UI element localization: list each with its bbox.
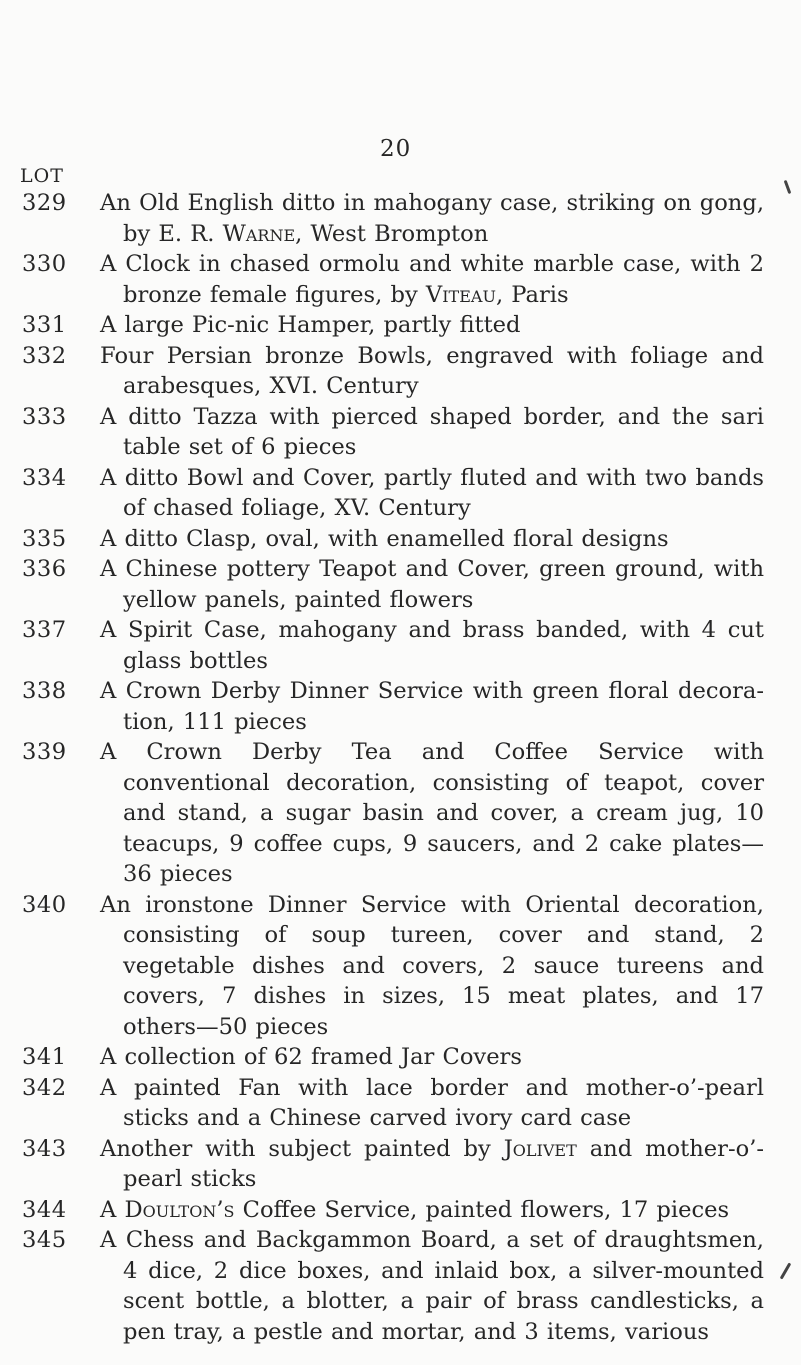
lot-description	[100, 676, 764, 737]
lot-entry	[0, 341, 801, 402]
lot-maker-name: Viteau	[425, 281, 496, 308]
lot-description	[100, 890, 764, 1043]
lot-number: 345	[22, 1227, 67, 1253]
lot-description-text: A Crown Derby Tea and Coffee Service with conventional decoration, consisting of teapot, cover and stand, a sugar basin and cover, a cream jug, 10 teacups, 9 coffee cups, 9 saucers, and 2 cake plates—36 pieces	[100, 739, 764, 887]
lot-number: 340	[22, 891, 67, 918]
lot-entry	[0, 676, 801, 737]
lot-description-text: A large Pic-nic Hamper, partly fitted	[100, 312, 521, 338]
lot-entry	[0, 463, 801, 524]
lot-description-text: Another with subject painted by	[100, 1135, 504, 1162]
lot-description-text: A ditto Tazza with pierced shaped border, and the sari table set of 6 pieces	[100, 403, 764, 460]
lot-description	[100, 402, 764, 463]
lot-description	[100, 249, 764, 310]
lot-description	[100, 1195, 764, 1226]
lot-entry	[0, 1073, 801, 1134]
lot-description	[100, 737, 764, 890]
lot-number: 338	[22, 678, 67, 704]
lot-description	[100, 341, 764, 402]
lot-description	[100, 615, 764, 676]
lot-description-text: A Chinese pottery Teapot and Cover, green ground, with yellow panels, painted flowers	[100, 556, 764, 613]
lot-description-text: A collection of 62 framed Jar Covers	[100, 1044, 522, 1070]
lot-number: 337	[22, 617, 67, 643]
lot-description	[100, 310, 764, 341]
lot-maker-name: E. R. Warne	[158, 220, 296, 247]
lot-description	[100, 1042, 764, 1073]
lot-number: 336	[22, 556, 67, 582]
lot-number: 342	[22, 1074, 67, 1101]
lot-description	[100, 1073, 764, 1134]
lot-entry	[0, 554, 801, 615]
lot-list	[0, 188, 801, 1347]
lot-number: 332	[22, 342, 67, 369]
lot-entry	[0, 524, 801, 555]
lot-description-text: A Clock in chased ormolu and white marble case, with 2 bronze female figures, by	[100, 251, 764, 308]
lot-number: 330	[22, 251, 67, 277]
lot-description-text: A ditto Bowl and Cover, partly fluted and with two bands of chased foliage, XV. Century	[100, 464, 764, 521]
lot-description-text: A Spirit Case, mahogany and brass banded, with 4 cut glass bottles	[100, 617, 764, 674]
lot-number: 335	[22, 525, 67, 552]
lot-maker-name: Doulton’s	[124, 1196, 235, 1223]
lot-description-text: A Chess and Backgammon Board, a set of draughtsmen, 4 dice, 2 dice boxes, and inlaid box, a silver-mounted scent bottle, a blotter, a pair of brass candlesticks, a pen tray, a pestle and mortar, and 3 items, various	[100, 1227, 764, 1345]
lot-entry	[0, 1042, 801, 1073]
lot-description-text: An Old English ditto in mahogany case, striking on gong, by	[100, 190, 764, 247]
lot-entry	[0, 1134, 801, 1195]
lot-description	[100, 554, 764, 615]
lot-description-text: Four Persian bronze Bowls, engraved with foliage and arabesques, XVI. Century	[100, 342, 764, 399]
lot-number: 343	[22, 1135, 67, 1162]
lot-entry	[0, 249, 801, 310]
lot-description-text: An ironstone Dinner Service with Oriental decoration, consisting of soup tureen, cover and stand, 2 vegetable dishes and covers, 2 sauce tureens and covers, 7 dishes in sizes, 15 meat plates, and 17 others—50 pieces	[100, 891, 764, 1040]
lot-description-text: A ditto Clasp, oval, with enamelled floral designs	[100, 525, 669, 552]
lot-description	[100, 1134, 764, 1195]
lot-description	[100, 1225, 764, 1347]
lot-description	[100, 524, 764, 555]
lot-number: 334	[22, 464, 67, 491]
lot-entry	[0, 188, 801, 249]
lot-description-text: A	[100, 1196, 125, 1223]
lot-description-text-end: and mother-o’-pearl sticks	[123, 1135, 765, 1192]
lot-number: 344	[22, 1196, 67, 1223]
lot-column-heading: LOT	[20, 165, 64, 187]
lot-description-text-end: Coffee Service, painted flowers, 17 pieces	[234, 1196, 730, 1223]
lot-description-text-end: , West Brompton	[295, 220, 489, 247]
lot-description-text-end: , Paris	[495, 281, 569, 308]
lot-entry	[0, 1195, 801, 1226]
lot-number: 329	[22, 190, 67, 216]
lot-description	[100, 188, 764, 249]
lot-entry	[0, 737, 801, 890]
lot-entry	[0, 890, 801, 1043]
lot-number: 341	[22, 1044, 67, 1070]
lot-entry	[0, 402, 801, 463]
lot-description-text: A Crown Derby Dinner Service with green floral decora-tion, 111 pieces	[100, 678, 764, 735]
lot-entry	[0, 310, 801, 341]
lot-description-text: A painted Fan with lace border and mother-o’-pearl sticks and a Chinese carved ivory card case	[100, 1074, 764, 1131]
page-number: 20	[380, 136, 412, 162]
lot-number: 331	[22, 312, 67, 338]
lot-entry	[0, 1225, 801, 1347]
lot-description	[100, 463, 764, 524]
lot-entry	[0, 615, 801, 676]
lot-maker-name: Jolivet	[503, 1135, 577, 1162]
lot-number: 339	[22, 739, 67, 765]
lot-number: 333	[22, 403, 67, 430]
